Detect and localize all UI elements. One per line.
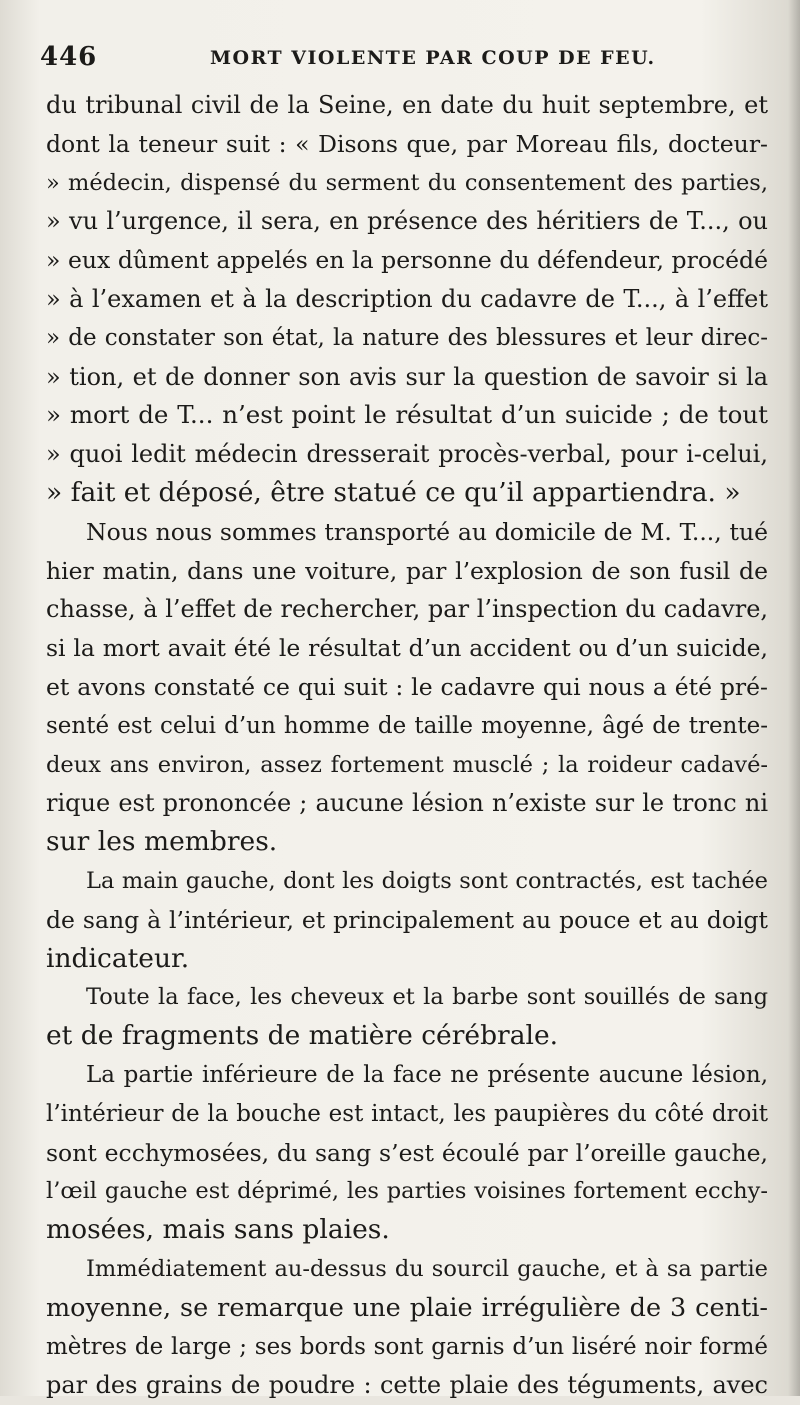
text-line: si la mort avait été le résultat d’un accident ou d’un suicide, [46,634,768,663]
text-line: de sang à l’intérieur, et principalement au pouce et au doigt [46,905,768,934]
body-text [46,86,768,1405]
text-line: l’intérieur de la bouche est intact, les paupières du côté droit [46,1100,768,1127]
text-line: » fait et déposé, être statué ce qu’il appartiendra. » [46,476,741,508]
text-line: et de fragments de matière cérébrale. [46,1020,559,1052]
text-line: mètres de large ; ses bords sont garnis d’un liséré noir formé [46,1333,768,1360]
text-line: et avons constaté ce qui suit : le cadavre qui nous a été pré- [46,672,768,701]
page-spine-shadow [788,0,800,1396]
text-line: l’œil gauche est déprimé, les parties voisines fortement ecchy- [46,1178,768,1205]
text-line: Immédiatement au-dessus du sourcil gauche, et à sa partie [86,1255,768,1282]
text-line: La partie inférieure de la face ne présente aucune lésion, [86,1061,768,1088]
text-line: mosées, mais sans plaies. [46,1214,390,1246]
page-header [40,42,760,80]
text-line: » tion, et de donner son avis sur la question de savoir si la [46,362,768,391]
text-line: » eux dûment appelés en la personne du défendeur, procédé [46,246,768,275]
text-line: La main gauche, dont les doigts sont contractés, est tachée [86,867,768,894]
text-line: senté est celui d’un homme de taille moyenne, âgé de trente- [46,712,768,739]
text-line: du tribunal civil de la Seine, en date du huit septembre, et [46,91,768,119]
text-line: deux ans environ, assez fortement musclé ; la roideur cadavé- [46,751,768,778]
running-title: MORT VIOLENTE PAR COUP DE FEU. [210,47,656,69]
text-line: hier matin, dans une voiture, par l’explosion de son fusil de [46,556,768,585]
text-line: » quoi ledit médecin dresserait procès-verbal, pour i-celui, [46,440,768,469]
text-line: » vu l’urgence, il sera, en présence des héritiers de T..., ou [46,207,768,236]
text-line: chasse, à l’effet de rechercher, par l’inspection du cadavre, [46,595,768,624]
text-line: Nous nous sommes transporté au domicile de M. T..., tué [86,517,768,546]
text-line: » de constater son état, la nature des blessures et leur direc- [46,324,768,351]
text-line: » mort de T... n’est point le résultat d’un suicide ; de tout [46,400,768,430]
text-line: par des grains de poudre : cette plaie des téguments, avec [46,1371,768,1400]
text-line: moyenne, se remarque une plaie irrégulière de 3 centi- [46,1292,768,1323]
text-line: Toute la face, les cheveux et la barbe sont souillés de sang [86,984,768,1011]
page-number: 446 [40,42,98,72]
text-line: » médecin, dispensé du serment du consentement des parties, [46,169,768,196]
text-line: dont la teneur suit : « Disons que, par Moreau fils, docteur- [46,129,768,158]
text-line: » à l’examen et à la description du cadavre de T..., à l’effet [46,284,768,313]
text-line: sur les membres. [46,826,278,858]
text-line: sont ecchymosées, du sang s’est écoulé par l’oreille gauche, [46,1138,768,1167]
text-line: indicateur. [46,942,190,974]
text-line: rique est prononcée ; aucune lésion n’existe sur le tronc ni [46,789,768,818]
